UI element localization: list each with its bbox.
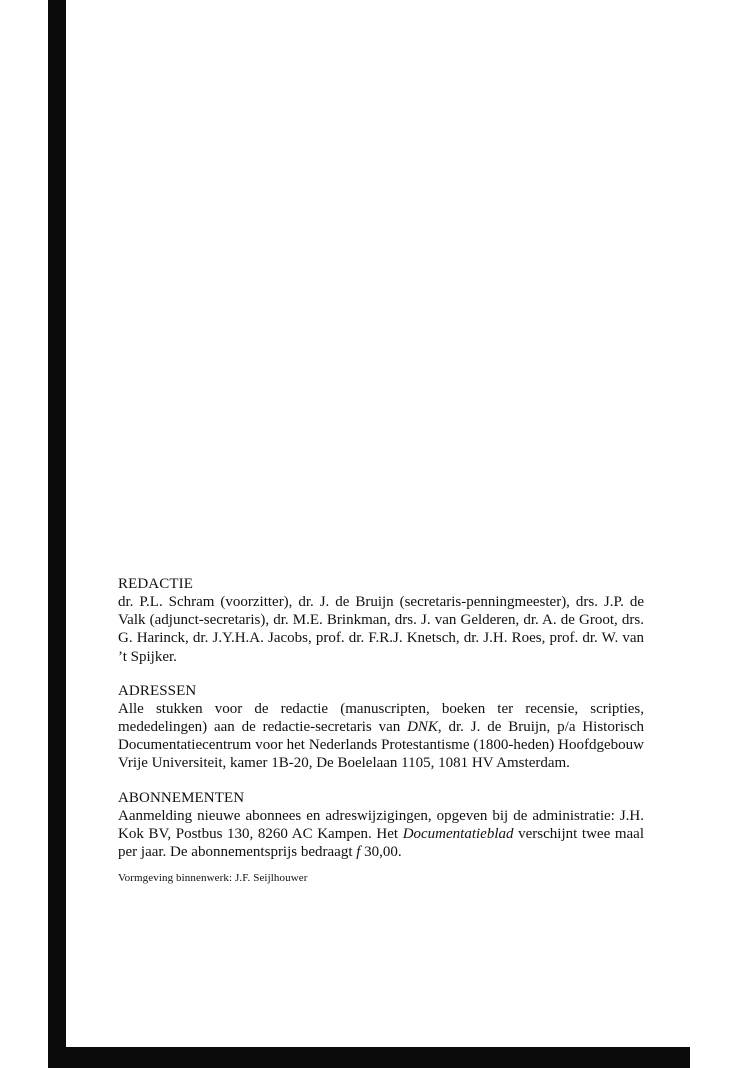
journal-abbreviation: DNK [407, 719, 438, 736]
redactie-body: dr. P.L. Schram (voorzitter), dr. J. de Bruijn (secretaris-penningmeester), drs. J.P. de Valk (adjunct-secretaris), dr. M.E. Brinkman, drs. J. van Gelderen, dr. A. de Groot, drs. G. Harinck, dr. J.Y.H.A. Jacobs, prof. dr. F.R.J. Knetsch, dr. J.H. Roes, prof. dr. W. van ’t Spijker. [118, 594, 644, 665]
adressen-body-text-2: , dr. J. de Bruijn, p/a Historisch Documentatiecentrum voor het Nederlands Protestantisme (1800-heden) Hoofdgebouw Vrije Universiteit, kamer 1B-20, De Boelelaan 1105, 1081 HV Amsterdam. [118, 719, 644, 772]
scan-edge-left [48, 0, 66, 1068]
colophon-block [118, 575, 644, 885]
journal-title: Documentatieblad [402, 825, 514, 842]
abonnementen-body-text-2: verschijnt twee maal per jaar. De abonnementsprijs bedraagt [118, 825, 644, 861]
subscription-price: 30,00. [360, 844, 402, 861]
scan-edge-bottom [48, 1047, 690, 1068]
adressen-heading: ADRESSEN [118, 682, 197, 699]
abonnementen-body-text-1: Aanmelding nieuwe abonnees en adreswijzigingen, opgeven bij de administratie: J.H. Kok BV, Postbus 130, 8260 AC Kampen. Het [118, 807, 644, 842]
redactie-section [118, 575, 644, 666]
abonnementen-section [118, 789, 644, 862]
currency-symbol: f [356, 844, 361, 861]
adressen-section [118, 682, 644, 773]
adressen-body-text-1: Alle stukken voor de redactie (manuscripten, boeken ter recensie, scripties, mededelingen) aan de redactie-secretaris van [118, 700, 644, 736]
abonnementen-body [118, 807, 644, 862]
redactie-heading: REDACTIE [118, 576, 193, 592]
adressen-body [118, 700, 644, 773]
abonnementen-heading: ABONNEMENTEN [118, 789, 245, 806]
design-credit: Vormgeving binnenwerk: J.F. Seijlhouwer [118, 872, 308, 885]
